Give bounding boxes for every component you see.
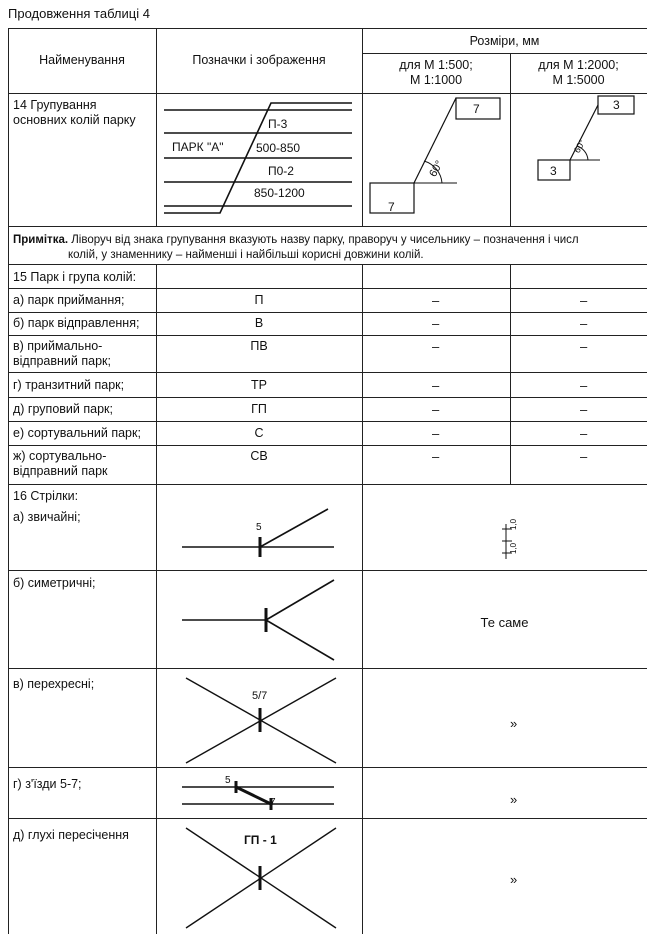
row-separator — [8, 397, 647, 398]
park-type-name: а) парк приймання; — [13, 293, 125, 307]
note-line-2: колій, у знаменнику – найменші і найбільші корисні довжини колій. — [68, 249, 424, 261]
track-grouping-diagram — [156, 93, 362, 226]
track-label: П0-2 — [268, 164, 294, 178]
table-caption: Продовження таблиці 4 — [8, 6, 150, 21]
size-dash: – — [432, 339, 440, 354]
sizes-header-divider — [362, 53, 647, 54]
size-dash: – — [580, 378, 588, 393]
size-dash: – — [432, 316, 440, 331]
table-left-border — [8, 28, 9, 934]
park-type-code: С — [254, 426, 264, 440]
size-dash: – — [432, 426, 440, 441]
header-symbols: Позначки і зображення — [192, 53, 326, 67]
track-label: П-3 — [268, 117, 288, 131]
size-dash: – — [580, 339, 588, 354]
size-dash: – — [432, 449, 440, 464]
row14-bottom-border — [8, 226, 647, 227]
row-separator — [8, 335, 647, 336]
park-type-code: ТР — [251, 378, 267, 392]
switch-type-name: б) симетричні; — [13, 576, 96, 590]
switch-type-name: г) з'їзди 5-7; — [13, 777, 82, 791]
blind-crossing-diagram — [156, 818, 362, 934]
header-scale-2: для М 1:2000; М 1:5000 — [538, 58, 619, 87]
header-name: Найменування — [39, 53, 125, 67]
park-type-name: в) приймально- відправний парк; — [13, 339, 111, 368]
switch-number: 5 — [256, 522, 262, 533]
ditto-mark: » — [510, 872, 518, 887]
park-type-name: д) груповий парк; — [13, 402, 113, 416]
dim-label: 1,0 — [509, 518, 518, 530]
switch-size-diagram — [362, 484, 647, 570]
size-dash: – — [580, 293, 588, 308]
switch-number: 5/7 — [252, 690, 268, 702]
grouping-size-diagram-1 — [362, 93, 510, 226]
park-type-code: ПВ — [250, 339, 268, 353]
switch-type-name: а) звичайні; — [13, 510, 81, 524]
row14-name: 14 Групування основних колій парку — [13, 98, 136, 127]
cross-switch-diagram — [156, 668, 362, 767]
crossing-label: ГП - 1 — [244, 833, 277, 847]
size-dash: – — [432, 293, 440, 308]
size-dash: – — [580, 449, 588, 464]
size-dash: – — [580, 316, 588, 331]
switch-type-name: в) перехресні; — [13, 677, 95, 691]
dim-label: 7 — [388, 200, 395, 214]
park-type-name: г) транзитний парк; — [13, 378, 125, 392]
col-divider-3-bottom — [510, 264, 511, 484]
size-dash: – — [432, 378, 440, 393]
angle-label: 60° — [571, 137, 588, 155]
row-separator — [8, 312, 647, 313]
note-bottom-border — [8, 264, 647, 265]
ordinary-switch-diagram — [156, 484, 362, 570]
switch-type-name: д) глухі пересічення — [13, 828, 129, 842]
same-as-above-text: Те саме — [480, 615, 529, 630]
row16-title: 16 Стрілки: — [13, 489, 79, 503]
grouping-size-diagram-2 — [510, 93, 647, 226]
angle-label: 60° — [427, 158, 446, 180]
park-type-name: б) парк відправлення; — [13, 316, 140, 330]
park-type-name: ж) сортувально- відправний парк — [13, 449, 108, 478]
switch-number: 7 — [270, 797, 276, 808]
col-divider-2-bottom — [362, 264, 363, 934]
dim-label: 3 — [613, 98, 620, 112]
park-type-code: П — [254, 293, 264, 307]
dim-label: 7 — [473, 102, 480, 116]
switch-number: 5 — [225, 775, 231, 786]
park-name-label: ПАРК "А" — [172, 140, 224, 154]
park-type-code: ГП — [251, 402, 267, 416]
note-label: Примітка. — [13, 234, 69, 246]
park-type-code: В — [254, 316, 264, 330]
park-type-name: е) сортувальний парк; — [13, 426, 141, 440]
ditto-mark: » — [510, 716, 518, 731]
table-top-border — [8, 28, 647, 29]
row-separator — [8, 372, 647, 373]
note-text-1: Ліворуч від знака групування вказують назву парку, праворуч у чисельнику – позначення і числ — [71, 234, 579, 246]
symmetric-switch-diagram — [156, 570, 362, 668]
track-label: 500-850 — [256, 141, 301, 155]
header-sizes: Розміри, мм — [469, 34, 540, 48]
header-scale-1: для М 1:500; М 1:1000 — [399, 58, 473, 87]
size-dash: – — [432, 402, 440, 417]
ditto-mark: » — [510, 792, 518, 807]
row-separator — [8, 445, 647, 446]
size-dash: – — [580, 426, 588, 441]
crossover-diagram — [156, 767, 362, 818]
dim-label: 1,0 — [509, 542, 518, 554]
row-separator — [8, 421, 647, 422]
track-label: 850-1200 — [254, 186, 305, 200]
note-line-1 — [13, 233, 647, 248]
row-separator — [8, 288, 647, 289]
park-type-code: СВ — [250, 449, 268, 463]
row15-title: 15 Парк і група колій: — [13, 270, 137, 284]
dim-label: 3 — [550, 164, 557, 178]
size-dash: – — [580, 402, 588, 417]
